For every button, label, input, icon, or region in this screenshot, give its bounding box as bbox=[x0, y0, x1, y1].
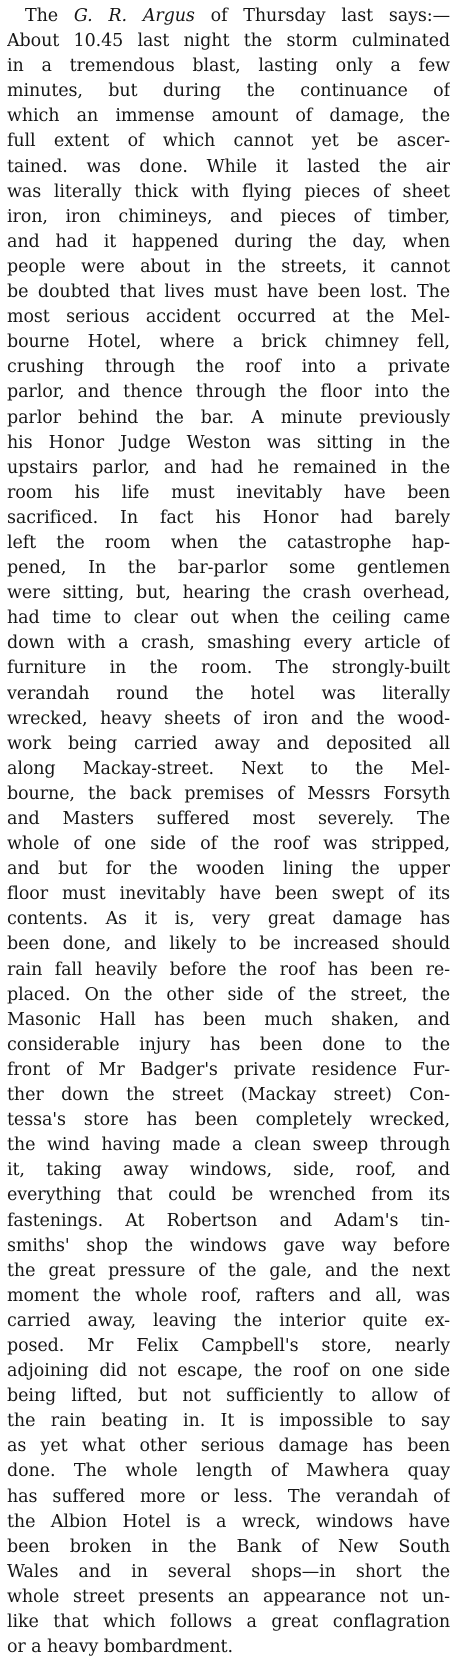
article-line: About 10.45 last night the storm culminated bbox=[7, 31, 450, 52]
article-line: whole street presents an appearance not un- bbox=[7, 1586, 450, 1607]
article-line: the wind having made a clean sweep through bbox=[7, 1135, 450, 1156]
article-line: fastenings. At Robertson and Adam's tin- bbox=[7, 1210, 450, 1231]
article-line: ther down the street (Mackay street) Con- bbox=[7, 1085, 450, 1106]
article-line: in a tremendous blast, lasting only a few bbox=[7, 56, 450, 77]
article-line: the great pressure of the gale, and the next bbox=[7, 1260, 450, 1281]
article-line: done. The whole length of Mawhera quay bbox=[7, 1461, 450, 1482]
article-line: verandah round the hotel was literally bbox=[7, 683, 450, 704]
article-line: down with a crash, smashing every article of bbox=[7, 633, 450, 654]
article-line: as yet what other serious damage has been bbox=[7, 1436, 450, 1457]
article-body bbox=[7, 29, 450, 1660]
article-line: been done, and likely to be increased should bbox=[7, 934, 450, 955]
article-line: wrecked, heavy sheets of iron and the wood- bbox=[7, 708, 450, 729]
article-line: front of Mr Badger's private residence Fur- bbox=[7, 1059, 450, 1080]
article-line: Masonic Hall has been much shaken, and bbox=[7, 1009, 450, 1030]
article-line: and had it happened during the day, when bbox=[7, 231, 450, 252]
article-line: placed. On the other side of the street, the bbox=[7, 984, 450, 1005]
article-line: bourne, the back premises of Messrs Forsyth bbox=[7, 783, 450, 804]
article-line: had time to clear out when the ceiling came bbox=[7, 608, 450, 629]
lead-pre: The bbox=[25, 6, 74, 26]
article-line: iron, iron chimineys, and pieces of timber, bbox=[7, 206, 450, 227]
article-line: rain fall heavily before the roof has been re- bbox=[7, 959, 450, 980]
article-line: the rain beating in. It is impossible to say bbox=[7, 1411, 450, 1432]
article-line: floor must inevitably have been swept of its bbox=[7, 884, 450, 905]
article-line: most serious accident occurred at the Mel- bbox=[7, 307, 450, 328]
article-line: parlor, and thence through the floor into the bbox=[7, 382, 450, 403]
article-line: it, taking away windows, side, roof, and bbox=[7, 1160, 450, 1181]
article-line: whole of one side of the roof was stripped, bbox=[7, 834, 450, 855]
article-line: work being carried away and deposited all bbox=[7, 733, 450, 754]
article-line: has suffered more or less. The verandah of bbox=[7, 1486, 450, 1507]
article-line: the Albion Hotel is a wreck, windows have bbox=[7, 1511, 450, 1532]
article-line: considerable injury has been done to the bbox=[7, 1034, 450, 1055]
article-line: carried away, leaving the interior quite ex- bbox=[7, 1310, 450, 1331]
article-line: sacrificed. In fact his Honor had barely bbox=[7, 507, 450, 528]
article-line: were sitting, but, hearing the crash overhead, bbox=[7, 583, 450, 604]
article-line: contents. As it is, very great damage has bbox=[7, 909, 450, 930]
article-line: bourne Hotel, where a brick chimney fell, bbox=[7, 332, 450, 353]
article-line: upstairs parlor, and had he remained in the bbox=[7, 457, 450, 478]
article-line: everything that could be wrenched from its bbox=[7, 1185, 450, 1206]
article-line: posed. Mr Felix Campbell's store, nearly bbox=[7, 1335, 450, 1356]
article-line: adjoining did not escape, the roof on one side bbox=[7, 1361, 450, 1382]
article-lead-line bbox=[7, 4, 450, 29]
lead-post: of Thursday last says:— bbox=[194, 6, 450, 26]
article-line: left the room when the catastrophe hap- bbox=[7, 532, 450, 553]
article-line: along Mackay-street. Next to the Mel- bbox=[7, 758, 450, 779]
article-line: minutes, but during the continuance of bbox=[7, 81, 450, 102]
article-line: crushing through the roof into a private bbox=[7, 357, 450, 378]
article-line: and but for the wooden lining the upper bbox=[7, 859, 450, 880]
article-line: was literally thick with flying pieces of sheet bbox=[7, 181, 450, 202]
article-line: furniture in the room. The strongly-built bbox=[7, 658, 450, 679]
article-line: parlor behind the bar. A minute previously bbox=[7, 407, 450, 428]
article-line: which an immense amount of damage, the bbox=[7, 106, 450, 127]
article-line: room his life must inevitably have been bbox=[7, 482, 450, 503]
article-line: moment the whole roof, rafters and all, was bbox=[7, 1285, 450, 1306]
article-line: Wales and in several shops—in short the bbox=[7, 1561, 450, 1582]
article-line: and Masters suffered most severely. The bbox=[7, 809, 450, 829]
article-line: like that which follows a great conflagration bbox=[7, 1612, 450, 1632]
newspaper-name: G. R. Argus bbox=[73, 6, 195, 26]
article-line: full extent of which cannot yet be ascer- bbox=[7, 131, 450, 152]
article-line: tained. was done. While it lasted the air bbox=[7, 156, 450, 177]
article-line: been broken in the Bank of New South bbox=[7, 1536, 450, 1557]
article-line: people were about in the streets, it cannot bbox=[7, 256, 450, 277]
article-line: smiths' shop the windows gave way before bbox=[7, 1235, 450, 1256]
article-line: tessa's store has been completely wrecked, bbox=[7, 1110, 450, 1131]
article-line: being lifted, but not sufficiently to allow of bbox=[7, 1386, 450, 1407]
article-line: pened, In the bar-parlor some gentlemen bbox=[7, 558, 450, 579]
article-line: or a heavy bombardment. bbox=[7, 1637, 233, 1658]
article-line: be doubted that lives must have been lost. The bbox=[7, 282, 450, 303]
article-line: his Honor Judge Weston was sitting in the bbox=[7, 432, 450, 453]
